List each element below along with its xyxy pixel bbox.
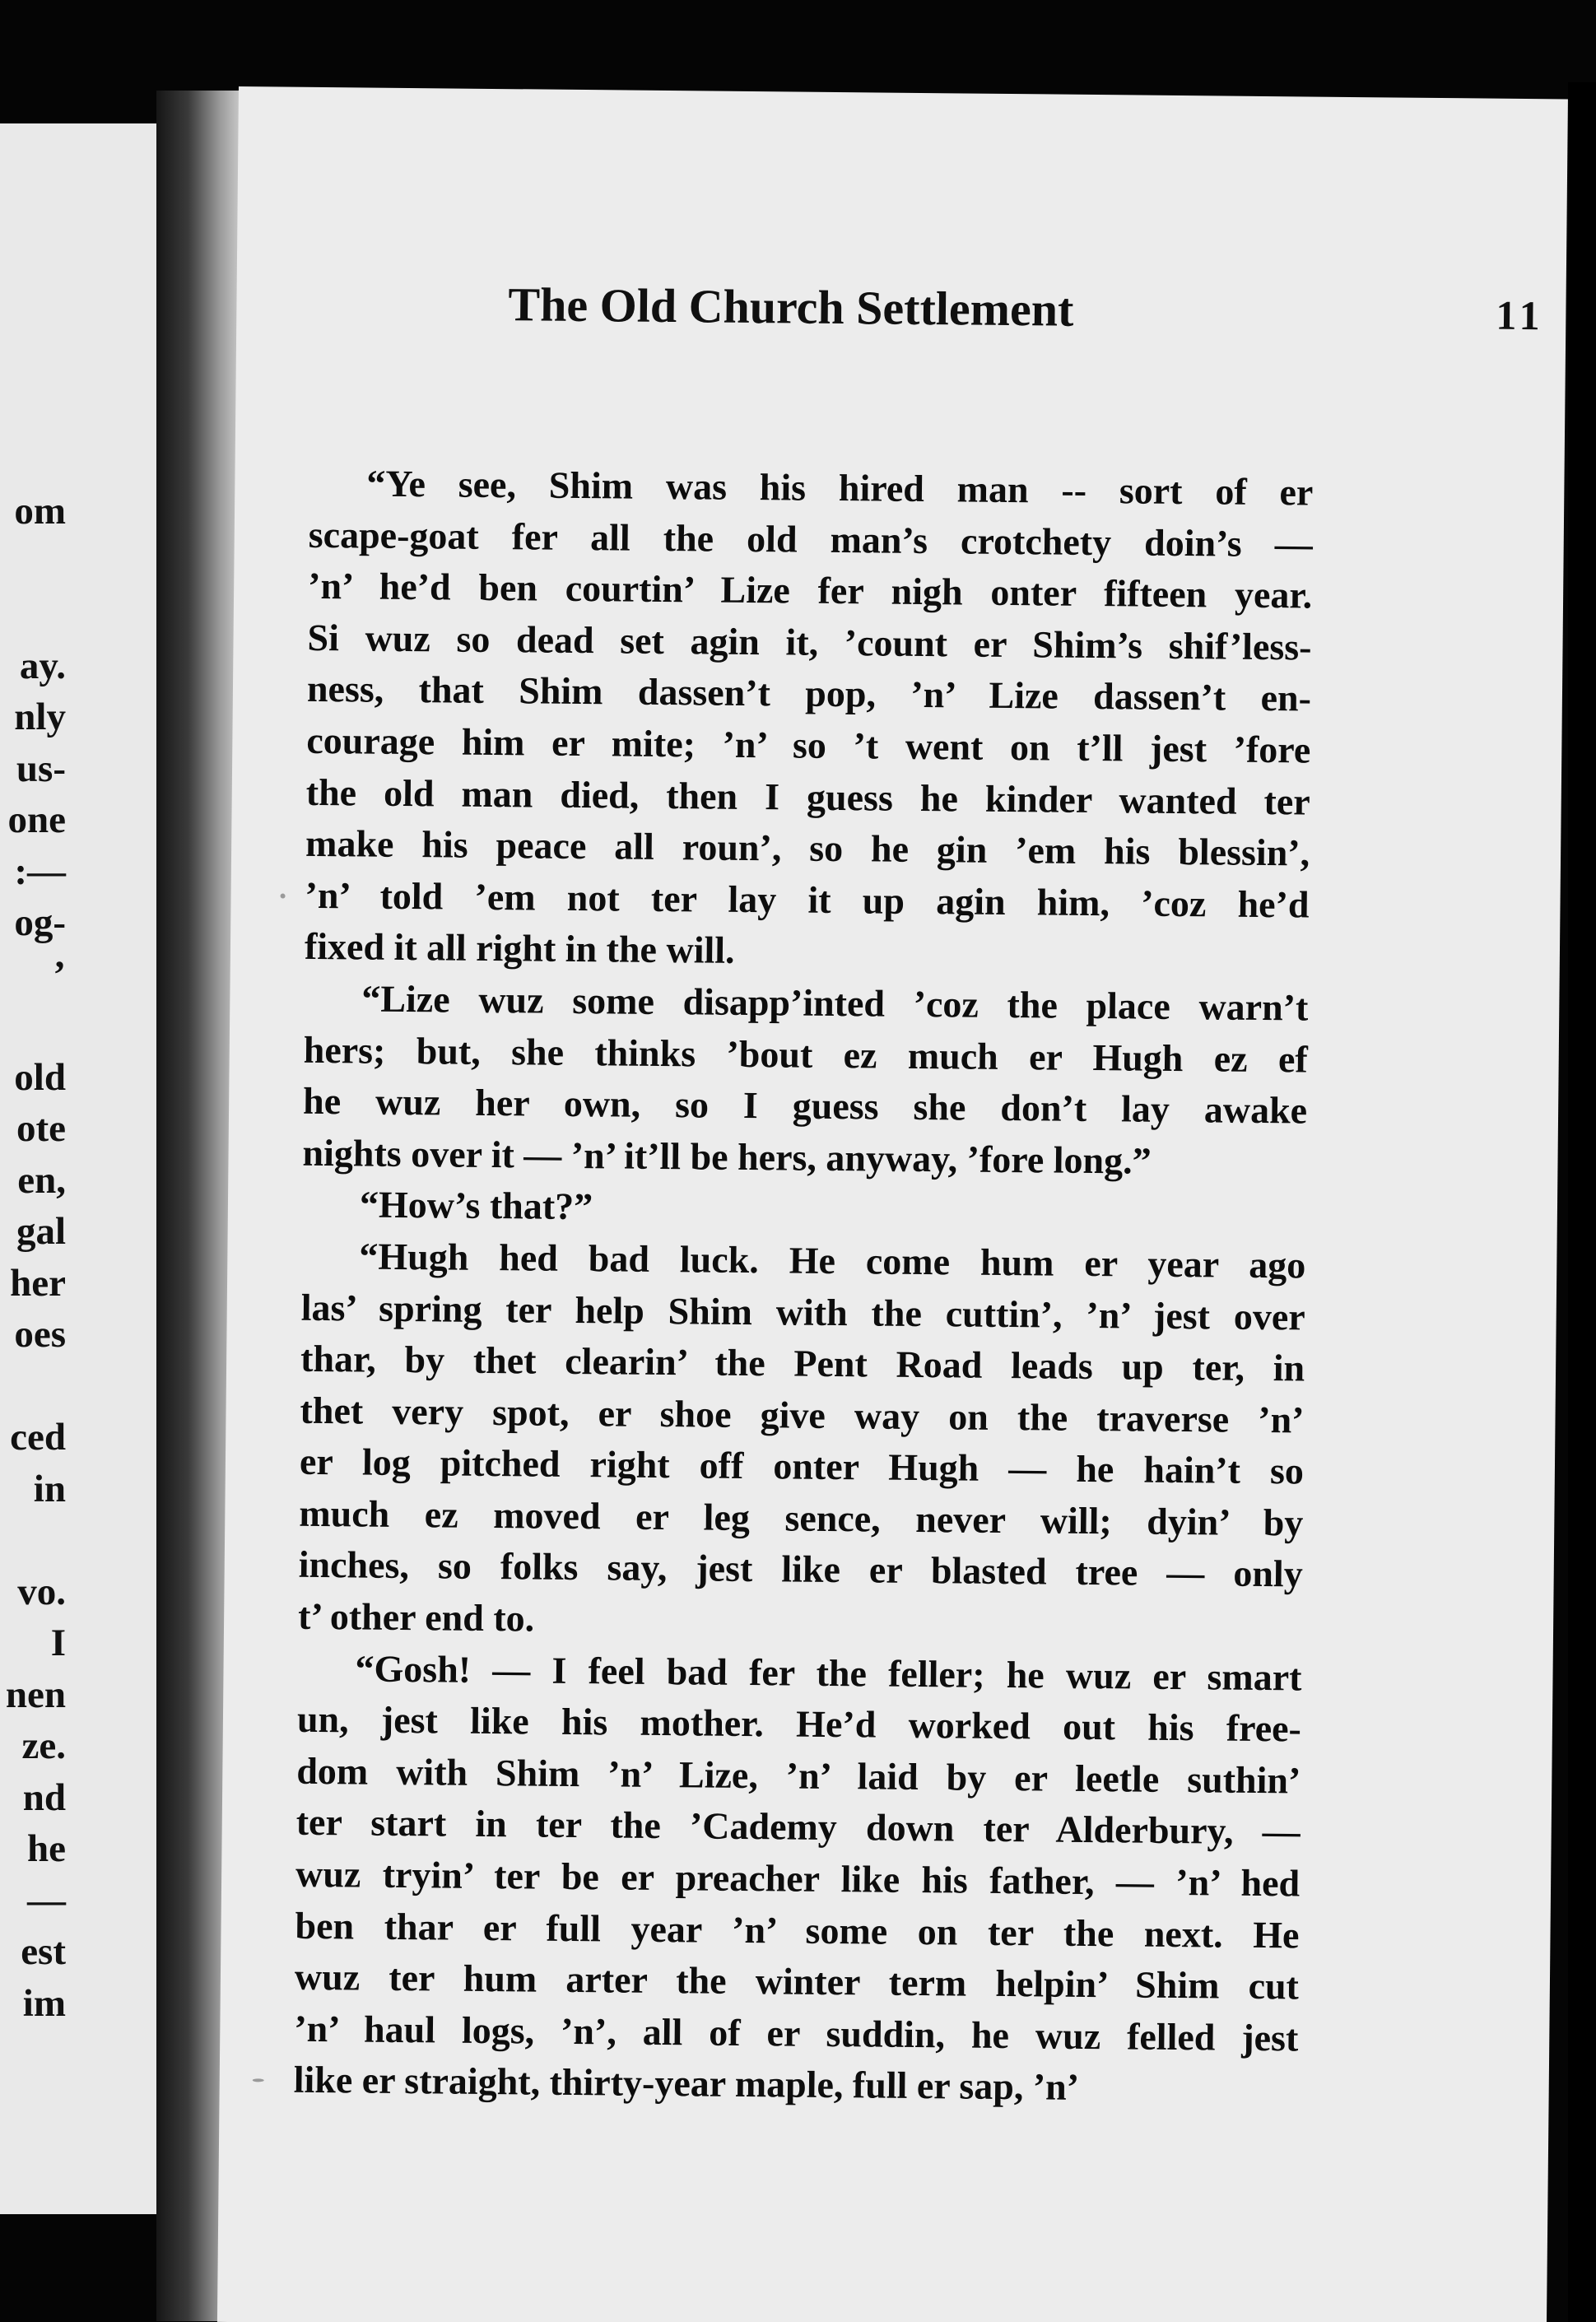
left-page-fragment: he — [27, 1827, 66, 1870]
left-page-fragment: nly — [14, 696, 66, 738]
text-line: ’n’ he’d ben courtin’ Lize fer nigh onter fifteen year. — [307, 565, 1313, 617]
left-page-fragment: ote — [16, 1107, 66, 1150]
left-page-fragment — [0, 1515, 66, 1566]
text-line: “Ye see, Shim was his hired man -- sort of er — [366, 462, 1314, 514]
left-page-fragment — [0, 537, 66, 589]
text-line: “Lize wuz some disapp’inted ’coz the place warn’t — [361, 977, 1309, 1029]
left-page-fragment: est — [21, 1930, 66, 1973]
text-line: make his peace all roun’, so he gin ’em his blessin’, — [305, 821, 1310, 874]
left-page-fragment: ’ — [53, 952, 66, 996]
left-page-fragment — [0, 1000, 66, 1052]
left-page-fragment: im — [22, 1981, 66, 2025]
left-page-fragment: one — [7, 798, 66, 841]
text-line: thet very spot, er shoe give way on the traverse ’n’ — [300, 1389, 1305, 1441]
left-page-fragment — [0, 1361, 66, 1412]
text-line: like er straight, thirty-year maple, full er sap, ’n’ — [293, 2059, 1080, 2109]
text-line: the old man died, then I guess he kinder wanted ter — [305, 770, 1310, 823]
text-line: “Gosh! — I feel bad fer the feller; he wuz er smart — [355, 1647, 1302, 1699]
text-line: ’n’ haul logs, ’n’, all of er suddin, he wuz felled jest — [294, 2007, 1299, 2059]
left-page-fragment: nen — [5, 1673, 66, 1716]
left-page-fragment: oes — [14, 1313, 66, 1356]
left-page-fragment: — — [27, 1878, 66, 1922]
left-page-fragment: old — [14, 1055, 66, 1099]
left-page-fragment: her — [10, 1261, 66, 1305]
left-page-fragment: en, — [17, 1158, 66, 1202]
text-line: dom with Shim ’n’ Lize, ’n’ laid by er leetle suthin’ — [296, 1749, 1301, 1802]
text-line: un, jest like his mother. He’d worked out his free- — [296, 1698, 1302, 1750]
text-line: hers; but, she thinks ’bout ez much er Hugh ez ef — [303, 1028, 1308, 1081]
text-line: nights over it — ’n’ it’ll be hers, anyway, ’fore long.” — [302, 1131, 1152, 1182]
body-text — [293, 458, 1313, 2116]
left-page-fragment: ay. — [19, 644, 66, 687]
text-line: t’ other end to. — [297, 1594, 535, 1640]
text-line: ben thar er full year ’n’ some on ter the next. He — [295, 1904, 1300, 1957]
text-line: scape-goat fer all the old man’s crotchety doin’s — — [308, 513, 1313, 565]
text-line: fixed it all right in the will. — [304, 925, 735, 972]
left-page-fragment: gal — [16, 1210, 66, 1253]
page-right-edge — [1568, 82, 1596, 2322]
book-page — [217, 86, 1568, 2322]
text-line: Si wuz so dead set agin it, ’count er Shim’s shif’less- — [307, 616, 1312, 668]
left-page-fragment: :— — [14, 849, 66, 893]
scan-speck — [281, 894, 286, 899]
left-facing-page — [0, 123, 156, 2214]
page-header — [508, 277, 1554, 339]
text-line: “Hugh hed bad luck. He come hum er year ago — [359, 1235, 1306, 1287]
text-line: inches, so folks say, jest like er blasted tree — only — [298, 1543, 1303, 1595]
text-line: thar, by thet clearin’ the Pent Road leads up ter, in — [300, 1337, 1305, 1389]
left-page-text-fragments — [0, 486, 66, 2029]
text-line: “How’s that?” — [359, 1183, 593, 1228]
text-line: las’ spring ter help Shim with the cuttin’, ’n’ jest over — [300, 1286, 1305, 1338]
page-number: 11 — [1496, 291, 1545, 339]
text-line: he wuz her own, so I guess she don’t lay awake — [302, 1079, 1308, 1132]
text-line: ness, that Shim dassen’t pop, ’n’ Lize dassen’t en- — [306, 668, 1312, 719]
left-page-fragment: om — [14, 490, 66, 533]
text-line: courage him er mite; ’n’ so ’t went on t’ll jest ’fore — [306, 719, 1311, 771]
left-page-fragment: I — [50, 1622, 66, 1664]
text-line: wuz tryin’ ter be er preacher like his father, — ’n’ hed — [295, 1852, 1301, 1905]
left-page-fragment: ced — [10, 1416, 66, 1459]
scan-speck — [253, 2078, 264, 2082]
text-line: er log pitched right off onter Hugh — he hain’t so — [299, 1440, 1305, 1492]
running-title: The Old Church Settlement — [508, 277, 1074, 337]
left-page-fragment: vo. — [17, 1570, 66, 1613]
left-page-fragment — [0, 589, 66, 640]
text-line: ter start in ter the ’Cademy down ter Alderbury, — — [295, 1801, 1301, 1853]
left-page-fragment: ze. — [21, 1724, 66, 1767]
left-page-fragment: nd — [22, 1775, 66, 1819]
text-line: wuz ter hum arter the winter term helpin’ Shim cut — [294, 1955, 1300, 2008]
left-page-fragment: og- — [14, 901, 66, 944]
text-line: much ez moved er leg sence, never will; dyin’ by — [299, 1491, 1304, 1544]
left-page-fragment: in — [33, 1467, 66, 1510]
text-line: ’n’ told ’em not ter lay it up agin him, ’coz he’d — [305, 873, 1310, 926]
left-page-fragment: us- — [16, 747, 66, 790]
